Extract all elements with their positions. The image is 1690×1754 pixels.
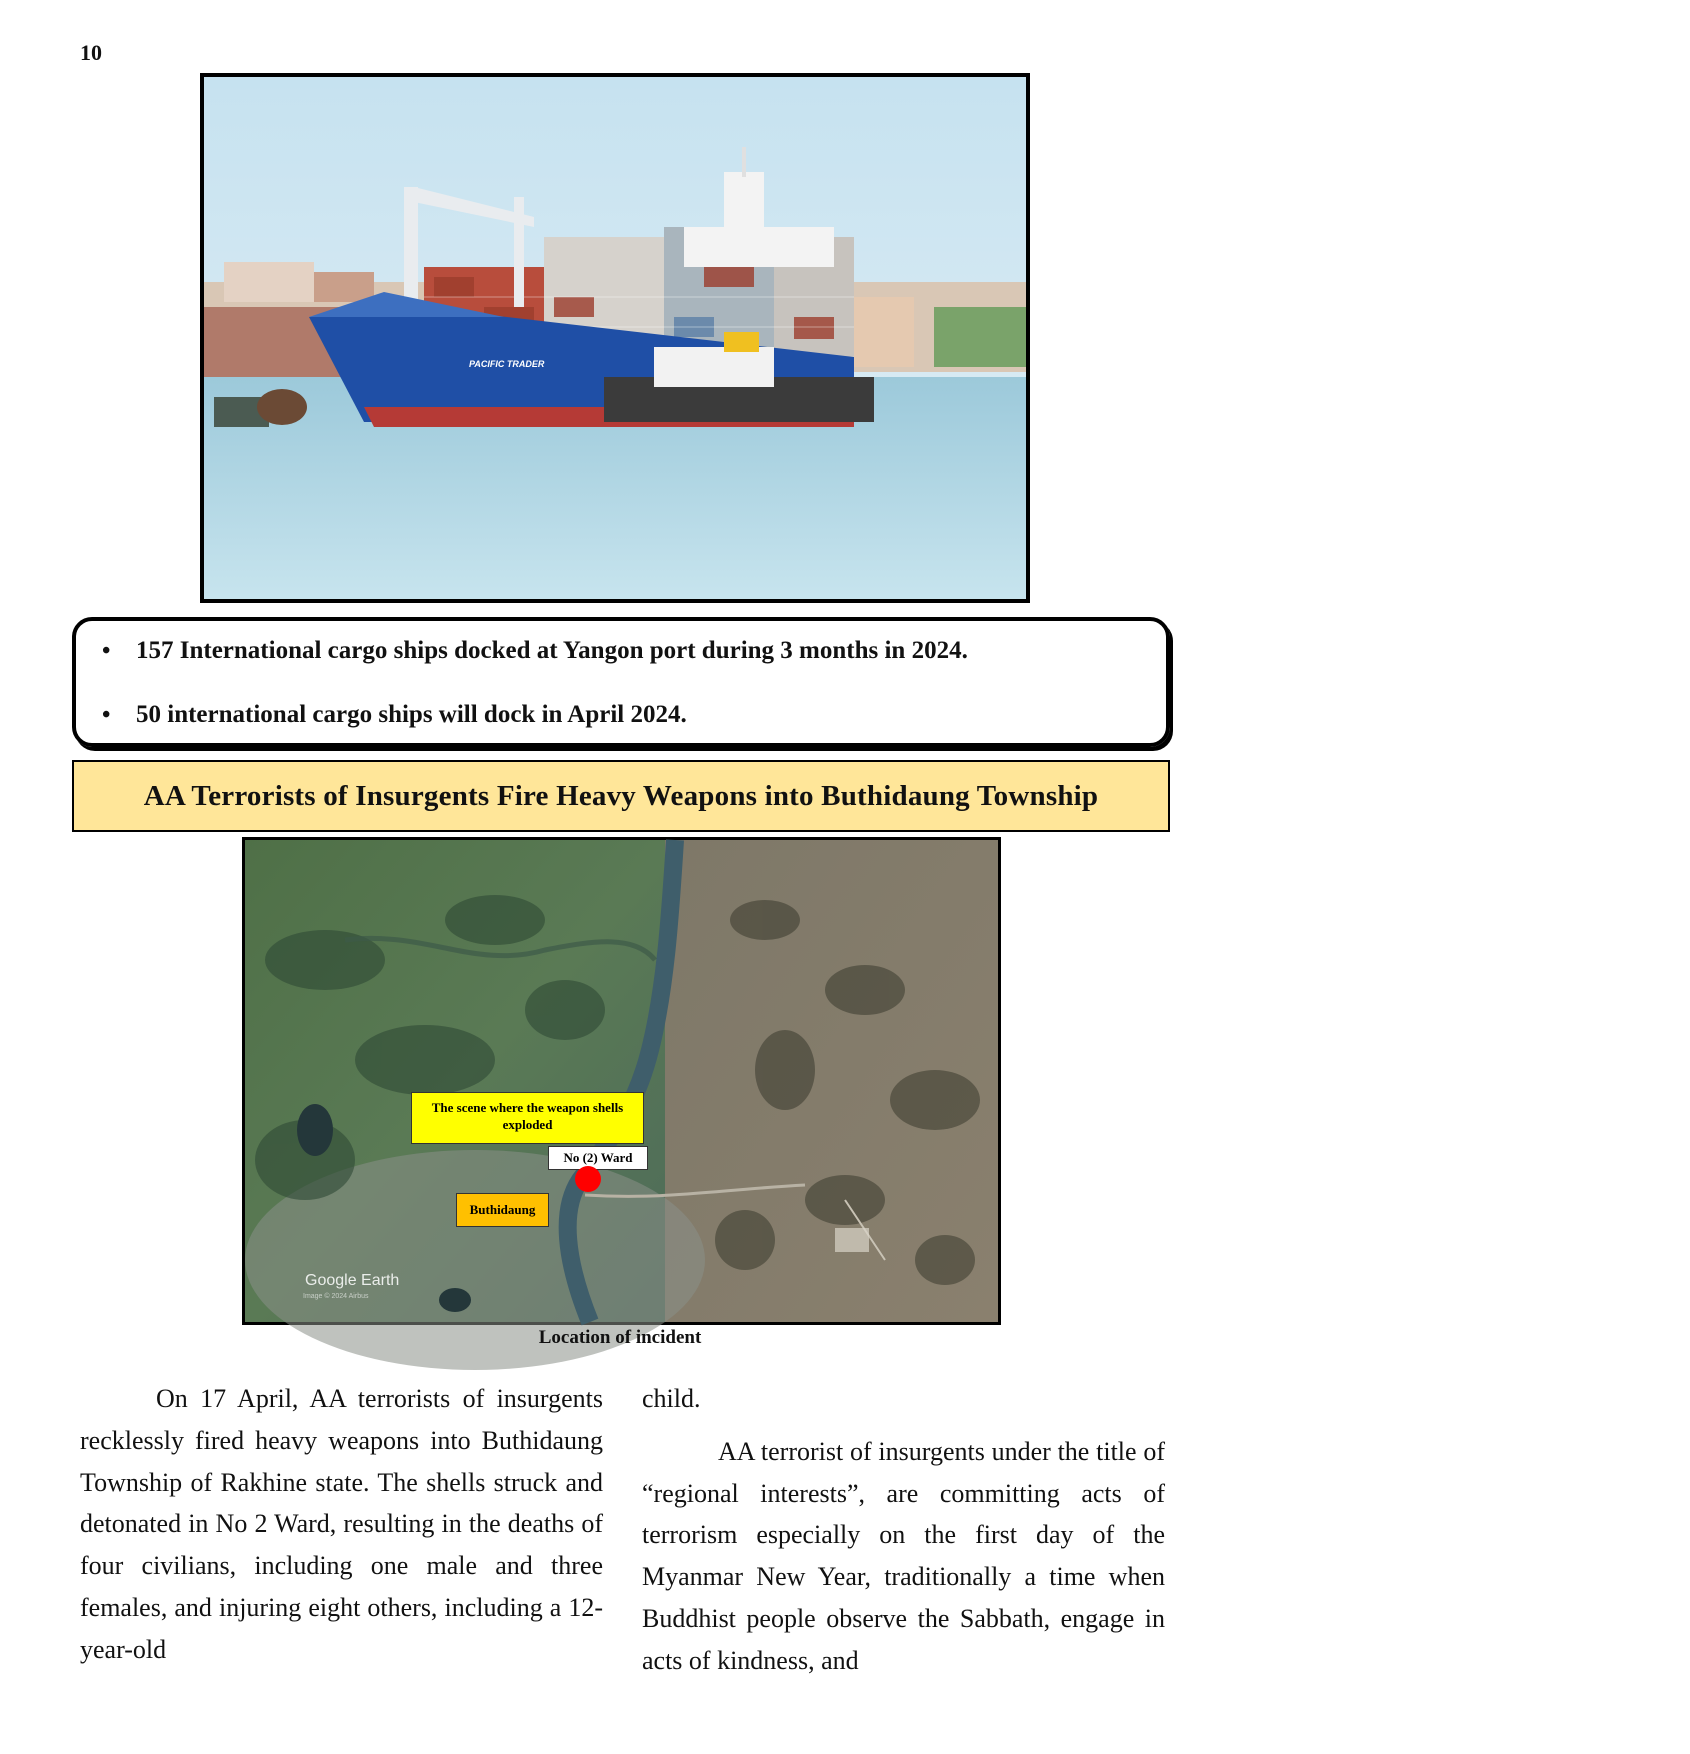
article-headline: AA Terrorists of Insurgents Fire Heavy Weapons into Buthidaung Township — [72, 760, 1170, 832]
article-column-left — [80, 1378, 603, 1671]
article-paragraph: On 17 April, AA terrorists of insurgents recklessly fired heavy weapons into Buthidaung Township of Rakhine state. The shells struck and detonated in No 2 Ward, resulting in the deaths of four civilians, including one male and three females, and injuring eight others, including a 12-year-old — [80, 1384, 603, 1664]
north-label: N — [1256, 1162, 1371, 1338]
imagery-credit: Image © 2024 Airbus — [303, 1293, 369, 1300]
article-paragraph: AA terrorist of insurgents under the title of “regional interests”, are committing acts of terrorism especially on the first day of the Myanmar New Year, traditionally a time when Buddhist people observe the Sabbath, engage in acts of kindness, and — [642, 1436, 1165, 1675]
google-earth-watermark: Google Earth — [305, 1272, 400, 1289]
highlights-box — [72, 617, 1170, 747]
highlight-item: • 157 International cargo ships docked at Yangon port during 3 months in 2024. — [96, 635, 1136, 667]
page-number: 10 — [80, 40, 102, 65]
map-caption: Location of incident — [538, 1327, 702, 1348]
highlights-list — [96, 635, 1136, 731]
scene-label: The scene where the weapon shells exploded — [411, 1092, 644, 1144]
article-paragraph-continuation: child. — [642, 1384, 701, 1413]
explosion-location-marker — [575, 1166, 601, 1192]
town-label: Buthidaung — [456, 1193, 549, 1227]
ward-label: No (2) Ward — [548, 1146, 648, 1170]
highlight-item: • 50 international cargo ships will dock in April 2024. — [96, 699, 1136, 731]
article-column-right — [642, 1378, 1165, 1682]
ship-name-text: PACIFIC TRADER — [469, 359, 545, 369]
cargo-ship-photo — [200, 73, 1030, 603]
north-arrow-icon — [937, 870, 1690, 1352]
